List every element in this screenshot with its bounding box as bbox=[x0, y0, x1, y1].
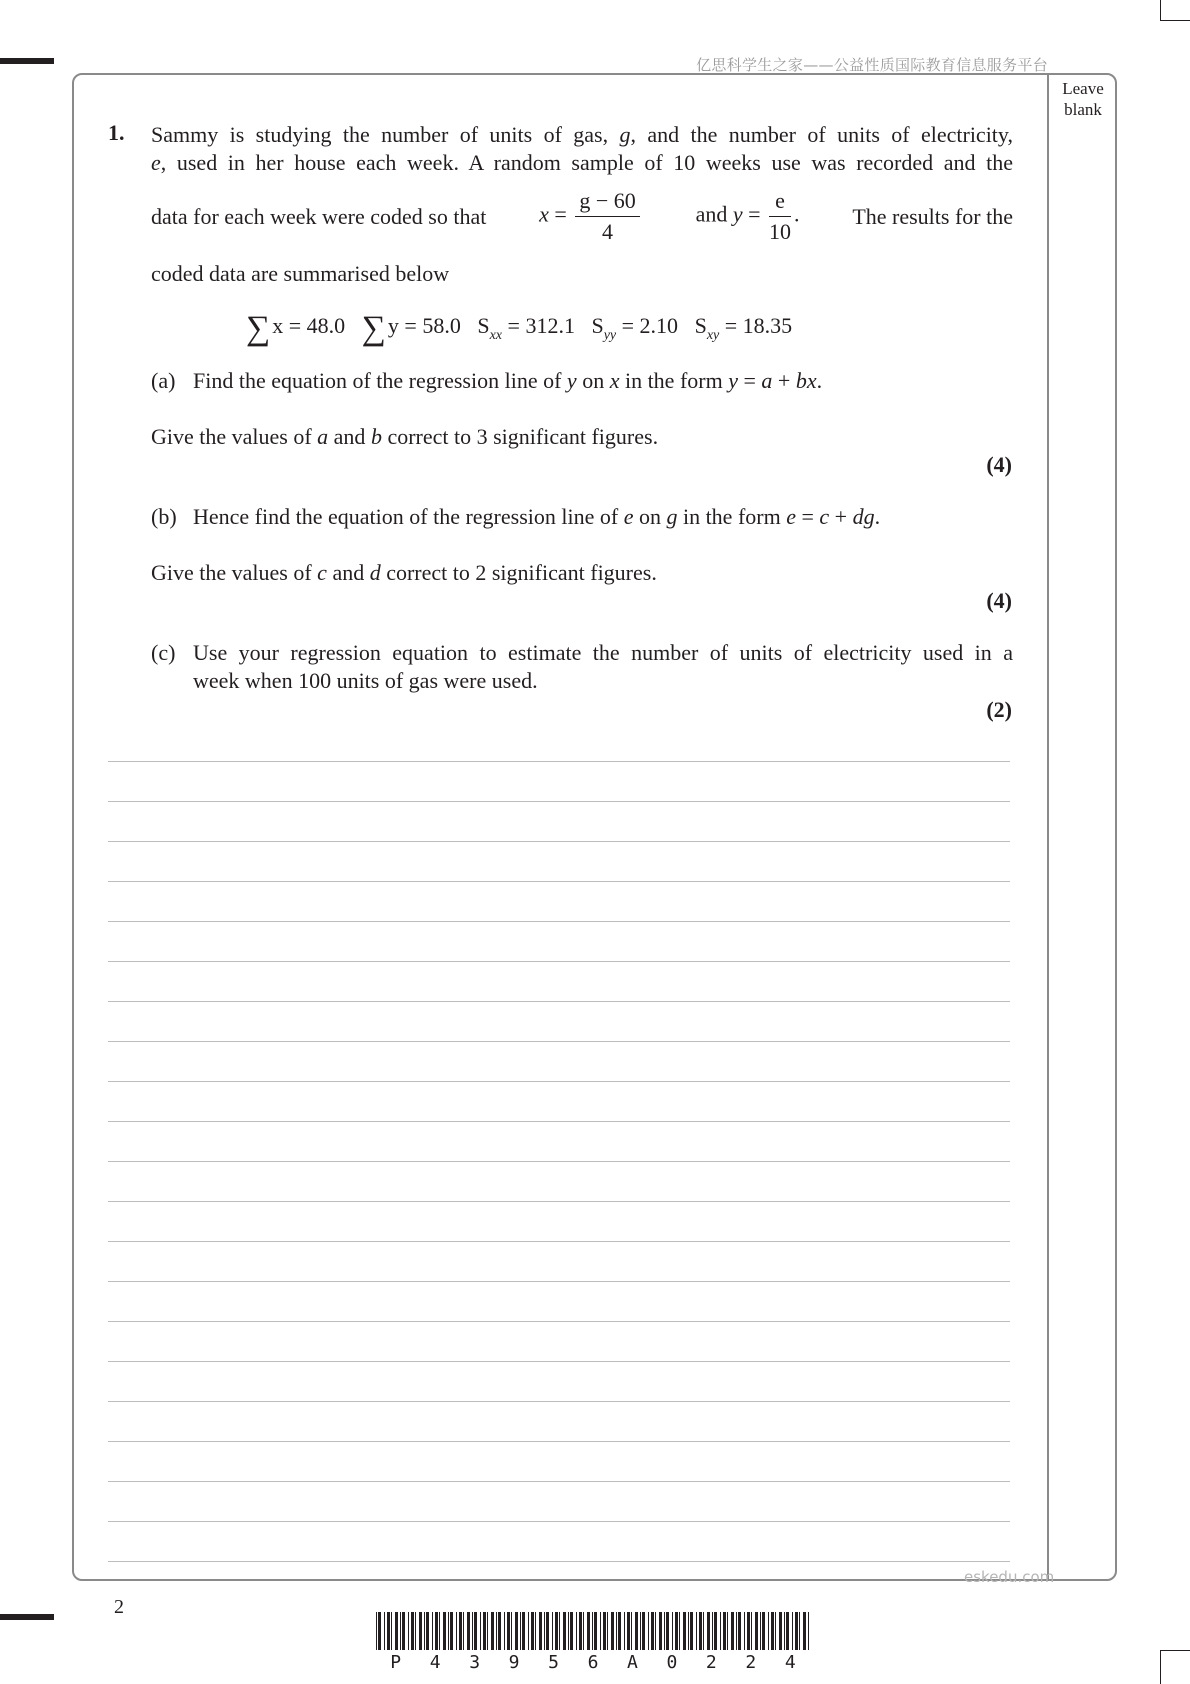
answer-line[interactable] bbox=[108, 1561, 1010, 1562]
leave-blank-divider bbox=[1047, 74, 1049, 1580]
barcode-bar bbox=[594, 1612, 597, 1650]
footer-watermark: eskedu.com bbox=[964, 1568, 1055, 1586]
part-a-marks: (4) bbox=[986, 452, 1012, 477]
barcode-bar bbox=[779, 1612, 782, 1650]
answer-line[interactable] bbox=[108, 1281, 1010, 1282]
barcode-bar bbox=[751, 1612, 752, 1650]
barcode-bar bbox=[720, 1612, 721, 1650]
barcode-bar bbox=[376, 1612, 377, 1650]
barcode-bar bbox=[738, 1612, 741, 1650]
barcode-bar bbox=[648, 1612, 649, 1650]
answer-line[interactable] bbox=[108, 921, 1010, 922]
answer-line[interactable] bbox=[108, 881, 1010, 882]
answer-line[interactable] bbox=[108, 1201, 1010, 1202]
barcode-bar bbox=[616, 1612, 617, 1650]
barcode-char: 5 bbox=[548, 1652, 559, 1673]
barcode-bar bbox=[463, 1612, 464, 1650]
barcode-bar bbox=[520, 1612, 521, 1650]
barcode-bar bbox=[544, 1612, 545, 1650]
barcode-bar bbox=[707, 1612, 710, 1650]
barcode-bar bbox=[467, 1612, 470, 1650]
barcode-bar bbox=[672, 1612, 673, 1650]
barcode-bar bbox=[803, 1612, 806, 1650]
barcode-bar bbox=[642, 1612, 645, 1650]
barcode-bar bbox=[528, 1612, 529, 1650]
barcode-bar bbox=[696, 1612, 697, 1650]
barcode-bar bbox=[415, 1612, 416, 1650]
barcode-bar bbox=[387, 1612, 390, 1650]
barcode-bar bbox=[688, 1612, 689, 1650]
crop-mark bbox=[1160, 20, 1190, 21]
question-intro-line1: Sammy is studying the number of units of gas, g, and the number of units of electricity, bbox=[151, 122, 1013, 147]
barcode-bar bbox=[699, 1612, 702, 1650]
barcode-bar bbox=[579, 1612, 582, 1650]
barcode-bar bbox=[727, 1612, 728, 1650]
barcode-bar bbox=[531, 1612, 534, 1650]
barcode-text bbox=[376, 1652, 810, 1673]
part-c: (c) Use your regression equation to estimate the number of units of electricity used in a week when 100 units of gas were used. bbox=[151, 640, 1013, 693]
part-c-marks: (2) bbox=[986, 697, 1012, 722]
barcode-bar bbox=[659, 1612, 662, 1650]
barcode-bar bbox=[666, 1612, 669, 1650]
barcode-bar bbox=[400, 1612, 401, 1650]
barcode-bar bbox=[450, 1612, 453, 1650]
barcode-bar bbox=[731, 1612, 734, 1650]
barcode-bar bbox=[483, 1612, 486, 1650]
barcode-bar bbox=[384, 1612, 385, 1650]
crop-mark bbox=[1160, 0, 1161, 20]
barcode-bar bbox=[456, 1612, 457, 1650]
barcode-bar bbox=[546, 1612, 549, 1650]
barcode-bar bbox=[675, 1612, 678, 1650]
barcode-bar bbox=[395, 1612, 398, 1650]
answer-line[interactable] bbox=[108, 801, 1010, 802]
barcode-bar bbox=[426, 1612, 429, 1650]
barcode-bar bbox=[611, 1612, 614, 1650]
answer-line[interactable] bbox=[108, 1401, 1010, 1402]
answer-line[interactable] bbox=[108, 761, 1010, 762]
crop-mark bbox=[1160, 1650, 1190, 1651]
part-a-instruction: Give the values of a and b correct to 3 significant figures. bbox=[151, 424, 659, 449]
barcode-bar bbox=[576, 1612, 577, 1650]
barcode-bar bbox=[784, 1612, 785, 1650]
barcode-bar bbox=[627, 1612, 630, 1650]
barcode-bar bbox=[402, 1612, 405, 1650]
barcode-bar bbox=[552, 1612, 553, 1650]
barcode-bar bbox=[504, 1612, 505, 1650]
barcode-bar bbox=[592, 1612, 593, 1650]
y-fraction: $\frac{e}{10}$ bbox=[769, 188, 792, 244]
barcode-bar bbox=[459, 1612, 462, 1650]
barcode-bar bbox=[515, 1612, 518, 1650]
answer-line[interactable] bbox=[108, 961, 1010, 962]
barcode-bar bbox=[690, 1612, 693, 1650]
question-number: 1. bbox=[108, 120, 125, 145]
barcode-bar bbox=[439, 1612, 440, 1650]
answer-line[interactable] bbox=[108, 1481, 1010, 1482]
part-b: (b) Hence find the equation of the regression line of e on g in the form e = c + dg. bbox=[151, 504, 881, 529]
barcode-bar bbox=[747, 1612, 750, 1650]
barcode-char: 3 bbox=[469, 1652, 481, 1673]
answer-line[interactable] bbox=[108, 1361, 1010, 1362]
registration-mark-bottom bbox=[0, 1614, 54, 1620]
barcode-bar bbox=[744, 1612, 745, 1650]
barcode-bar bbox=[762, 1612, 765, 1650]
barcode-bar bbox=[511, 1612, 512, 1650]
barcode-bar bbox=[555, 1612, 558, 1650]
barcode-char: 9 bbox=[508, 1652, 520, 1673]
barcode-bar bbox=[755, 1612, 758, 1650]
barcode-bar bbox=[448, 1612, 449, 1650]
barcode-bar bbox=[535, 1612, 536, 1650]
barcode-bar bbox=[419, 1612, 422, 1650]
barcode-bar bbox=[378, 1612, 381, 1650]
answer-line[interactable] bbox=[108, 1321, 1010, 1322]
answer-line[interactable] bbox=[108, 1441, 1010, 1442]
answer-line[interactable] bbox=[108, 1041, 1010, 1042]
barcode-bar bbox=[563, 1612, 566, 1650]
barcode-bar bbox=[618, 1612, 621, 1650]
barcode-bar bbox=[714, 1612, 717, 1650]
barcode-bar bbox=[600, 1612, 601, 1650]
answer-line[interactable] bbox=[108, 1161, 1010, 1162]
barcode-bar bbox=[607, 1612, 608, 1650]
x-coding: x = $\frac{g - 60}{4}$ bbox=[539, 188, 643, 245]
barcode-bar bbox=[435, 1612, 438, 1650]
barcode-bar bbox=[736, 1612, 737, 1650]
barcode-bar bbox=[808, 1612, 809, 1650]
sigma-symbol: ∑ bbox=[246, 310, 271, 347]
barcode-bar bbox=[768, 1612, 769, 1650]
answer-frame bbox=[72, 73, 1117, 1581]
barcode-bar bbox=[792, 1612, 793, 1650]
barcode-bar bbox=[443, 1612, 446, 1650]
sigma-symbol: ∑ bbox=[361, 310, 386, 347]
header-watermark: 亿思科学生之家——公益性质国际教育信息服务平台 bbox=[696, 56, 1048, 74]
barcode-bar bbox=[640, 1612, 641, 1650]
barcode-char: 4 bbox=[784, 1652, 796, 1673]
part-b-instruction: Give the values of c and d correct to 2 significant figures. bbox=[151, 560, 657, 585]
part-b-marks: (4) bbox=[986, 588, 1012, 613]
page-number: 2 bbox=[114, 1596, 124, 1618]
answer-line[interactable] bbox=[108, 1241, 1010, 1242]
barcode-bar bbox=[498, 1612, 501, 1650]
barcode-bar bbox=[635, 1612, 638, 1650]
barcode-bar bbox=[570, 1612, 573, 1650]
barcode-bar bbox=[487, 1612, 488, 1650]
barcode-char: P bbox=[390, 1652, 402, 1673]
barcode-bar bbox=[603, 1612, 606, 1650]
barcode-bar bbox=[539, 1612, 542, 1650]
barcode-bar bbox=[496, 1612, 497, 1650]
barcode-bar bbox=[679, 1612, 680, 1650]
barcode-bar bbox=[472, 1612, 473, 1650]
barcode-char: 0 bbox=[666, 1652, 678, 1673]
barcode-bar bbox=[491, 1612, 494, 1650]
barcode-bar bbox=[664, 1612, 665, 1650]
answer-line[interactable] bbox=[108, 1521, 1010, 1522]
barcode-char: 4 bbox=[429, 1652, 441, 1673]
barcode-bar bbox=[559, 1612, 560, 1650]
barcode-bar bbox=[507, 1612, 510, 1650]
barcode-char: A bbox=[627, 1652, 638, 1673]
barcode-bar bbox=[795, 1612, 798, 1650]
barcode-bar bbox=[391, 1612, 392, 1650]
barcode-bar bbox=[655, 1612, 656, 1650]
summary-statistics: ∑x = 48.0 ∑y = 58.0 $S_{xx} = 312.1$ $S_{yy} = 2.10$ $S_{xy} = 18.35$ bbox=[246, 310, 793, 347]
part-a: (a) Find the equation of the regression line of y on x in the form y = a + bx. bbox=[151, 368, 823, 393]
barcode-bar bbox=[712, 1612, 713, 1650]
barcode-bar bbox=[760, 1612, 761, 1650]
registration-mark-top bbox=[0, 58, 54, 64]
barcode-bar bbox=[583, 1612, 584, 1650]
barcode-bar bbox=[703, 1612, 704, 1650]
crop-mark bbox=[1160, 1650, 1161, 1684]
barcode-char: 6 bbox=[587, 1652, 599, 1673]
barcode-bar bbox=[474, 1612, 477, 1650]
question-intro-line2: e, used in her house each week. A random sample of 10 weeks use was recorded and the bbox=[151, 150, 1013, 175]
leave-blank-label: Leave blank bbox=[1062, 79, 1104, 119]
y-coding: and y = $\frac{e}{10}$ . bbox=[695, 188, 800, 244]
barcode-bar bbox=[587, 1612, 590, 1650]
barcode-bar bbox=[723, 1612, 726, 1650]
barcode-bar bbox=[651, 1612, 654, 1650]
barcode-bar bbox=[568, 1612, 569, 1650]
barcode-bar bbox=[631, 1612, 632, 1650]
barcode-char: 2 bbox=[745, 1652, 757, 1673]
barcode-bar bbox=[480, 1612, 481, 1650]
summary-intro: coded data are summarised below bbox=[151, 261, 450, 286]
barcode-bar bbox=[408, 1612, 409, 1650]
barcode-bar bbox=[799, 1612, 800, 1650]
barcode-bar bbox=[771, 1612, 774, 1650]
barcode-bar bbox=[775, 1612, 776, 1650]
x-fraction: $\frac{g - 60}{4}$ bbox=[575, 188, 639, 245]
barcode-bar bbox=[424, 1612, 425, 1650]
answer-line[interactable] bbox=[108, 1001, 1010, 1002]
answer-line[interactable] bbox=[108, 841, 1010, 842]
coding-line: data for each week were coded so that x = $\frac{g - 60}{4}$ and y = $\frac{e}{10}$ . The results for the bbox=[151, 188, 1013, 244]
barcode-bar bbox=[786, 1612, 789, 1650]
barcode-bar bbox=[624, 1612, 625, 1650]
answer-line[interactable] bbox=[108, 1121, 1010, 1122]
barcode-bar bbox=[411, 1612, 414, 1650]
barcode-bar bbox=[683, 1612, 686, 1650]
barcode-bar bbox=[522, 1612, 525, 1650]
barcode-char: 2 bbox=[705, 1652, 717, 1673]
barcode-bar bbox=[432, 1612, 433, 1650]
answer-line[interactable] bbox=[108, 1081, 1010, 1082]
